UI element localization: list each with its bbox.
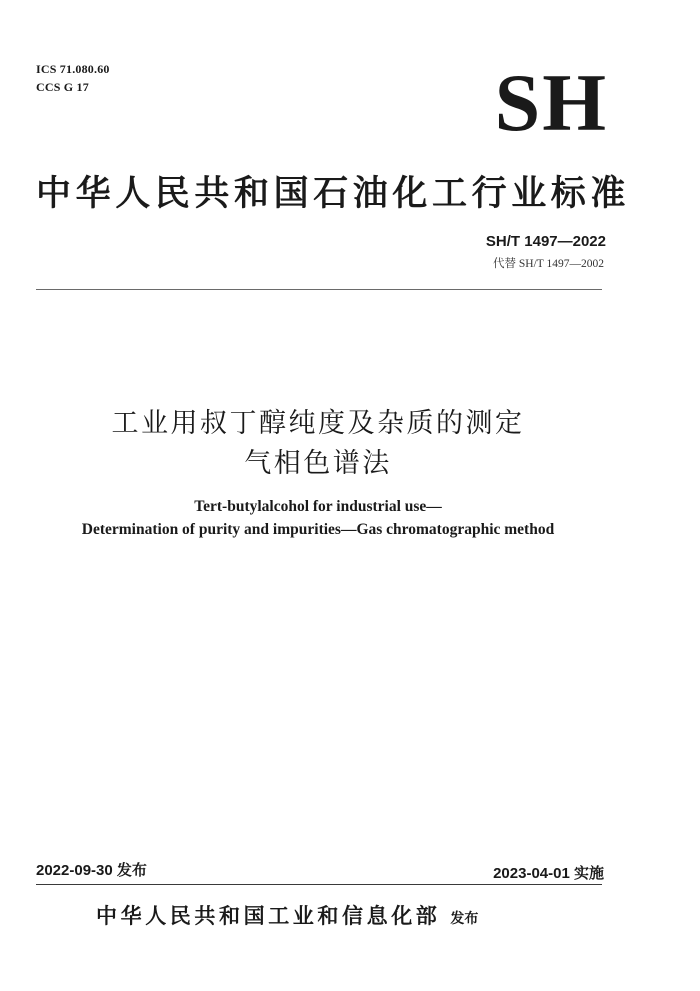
sh-logo: SH — [494, 57, 608, 148]
english-title-line-1: Tert-butylalcohol for industrial use— — [194, 498, 442, 515]
issuer — [96, 900, 478, 930]
ics-code: ICS 71.080.60 — [36, 62, 110, 76]
issuer-suffix: 发布 — [450, 911, 479, 927]
implementation-date: 2023-04-01 实施 — [493, 865, 604, 882]
english-title-line-2: Determination of purity and impurities—Gas chromatographic method — [81, 521, 555, 538]
chinese-title-line-2: 气相色谱法 — [244, 448, 392, 479]
bottom-divider — [36, 884, 602, 885]
ccs-code: CCS G 17 — [36, 80, 89, 94]
chinese-title-line-1: 工业用叔丁醇纯度及杂质的测定 — [111, 408, 525, 439]
standard-category-title: 中华人民共和国石油化工行业标准 — [36, 174, 631, 214]
issuer-name: 中华人民共和国工业和信息化部 — [96, 904, 441, 928]
replaces-standard: 代替 SH/T 1497—2002 — [493, 258, 604, 270]
standard-code: SH/T 1497—2022 — [485, 233, 606, 250]
issue-date: 2022-09-30 发布 — [36, 862, 147, 879]
top-divider — [36, 289, 602, 290]
